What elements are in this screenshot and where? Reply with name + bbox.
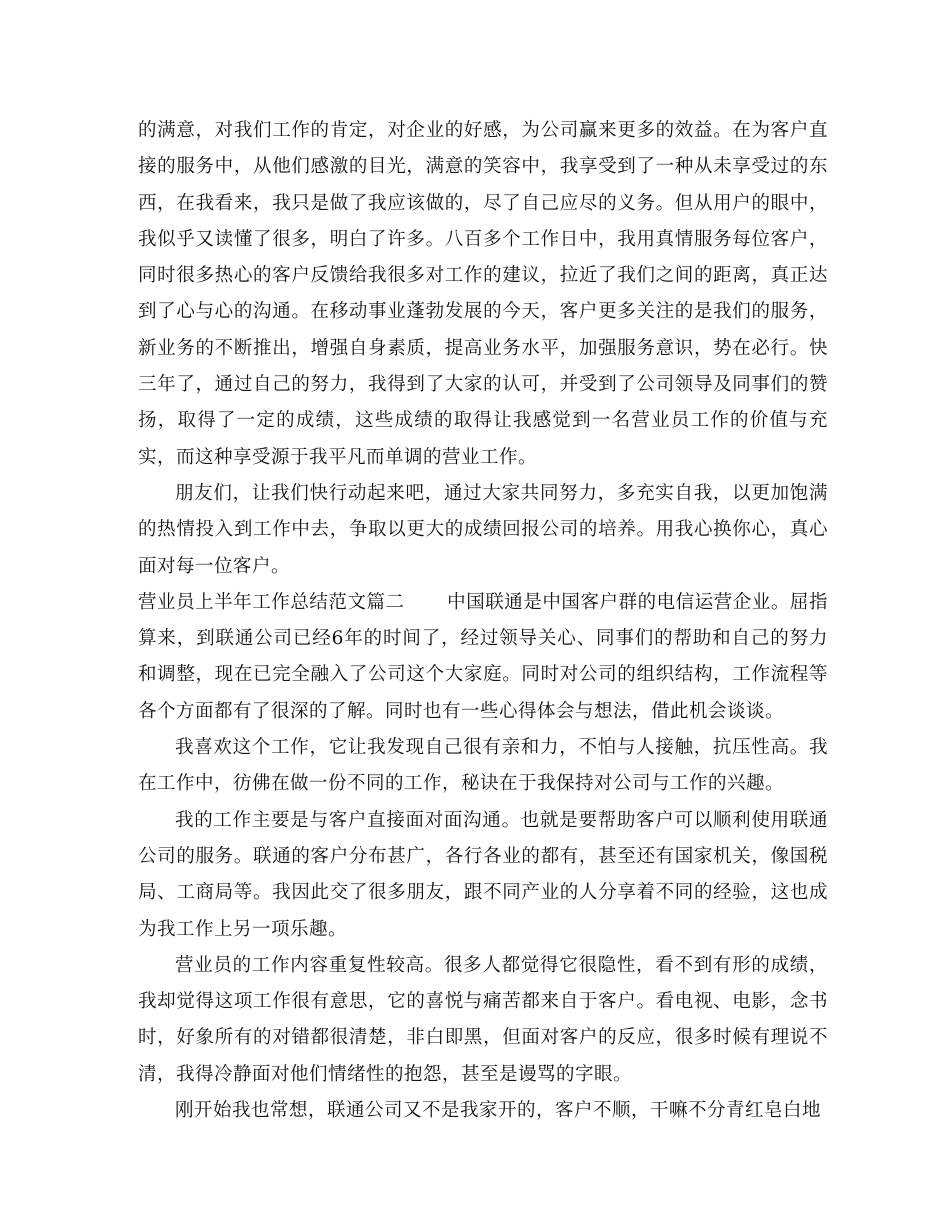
section-intro-text: 中国联通是中国客户群的电信运营企业。屈指算来，到联通公司已经6年的时间了，经过领导关心、同事们的帮助和自己的努力和调整，现在已完全融入了公司这个大家庭。同时对公司的组织结构，工作流程等各个方面都有了很深的了解。同时也有一些心得体会与想法，借此机会谈谈。	[138, 591, 828, 722]
paragraph-continuation: 的满意，对我们工作的肯定，对企业的好感，为公司赢来更多的效益。在为客户直接的服务中，从他们感激的目光，满意的笑容中，我享受到了一种从未享受过的东西，在我看来，我只是做了我应该做的，尽了自己应尽的义务。但从用户的眼中，我似乎又读懂了很多，明白了许多。八百多个工作日中，我用真情服务每位客户，同时很多热心的客户反馈给我很多对工作的建议，拉近了我们之间的距离，真正达到了心与心的沟通。在移动事业蓬勃发展的今天，客户更多关注的是我们的服务，新业务的不断推出，增强自身素质，提高业务水平，加强服务意识，势在必行。快三年了，通过自己的努力，我得到了大家的认可，并受到了公司领导及同事们的赞扬，取得了一定的成绩，这些成绩的取得让我感觉到一名营业员工作的价值与充实，而这种享受源于我平凡而单调的营业工作。	[138, 120, 828, 468]
paragraph-section-two-intro	[138, 585, 828, 730]
document-body	[138, 113, 828, 1129]
section-heading: 营业员上半年工作总结范文篇二	[138, 591, 405, 613]
paragraph-reflection: 刚开始我也常想，联通公司又不是我家开的，客户不顺，干嘛不分青红皂白地	[175, 1100, 822, 1122]
paragraph-repetitive-work: 营业员的工作内容重复性较高。很多人都觉得它很隐性，看不到有形的成绩，我却觉得这项工作很有意思，它的喜悦与痛苦都来自于客户。看电视、电影，念书时，好象所有的对错都很清楚，非白即黑，但面对客户的反应，很多时候有理说不清，我得冷静面对他们情绪性的抱怨，甚至是谩骂的字眼。	[138, 954, 828, 1085]
paragraph-main-work: 我的工作主要是与客户直接面对面沟通。也就是要帮助客户可以顺利使用联通公司的服务。联通的客户分布甚广，各行各业的都有，甚至还有国家机关，像国税局、工商局等。我因此交了很多朋友，跟不同产业的人分享着不同的经验，这也成为我工作上另一项乐趣。	[138, 809, 828, 940]
paragraph-likes-job: 我喜欢这个工作，它让我发现自己很有亲和力，不怕与人接触，抗压性高。我在工作中，彷佛在做一份不同的工作，秘诀在于我保持对公司与工作的兴趣。	[138, 737, 828, 795]
paragraph-call-to-action: 朋友们，让我们快行动起来吧，通过大家共同努力，多充实自我，以更加饱满的热情投入到工作中去，争取以更大的成绩回报公司的培养。用我心换你心，真心面对每一位客户。	[138, 482, 828, 577]
